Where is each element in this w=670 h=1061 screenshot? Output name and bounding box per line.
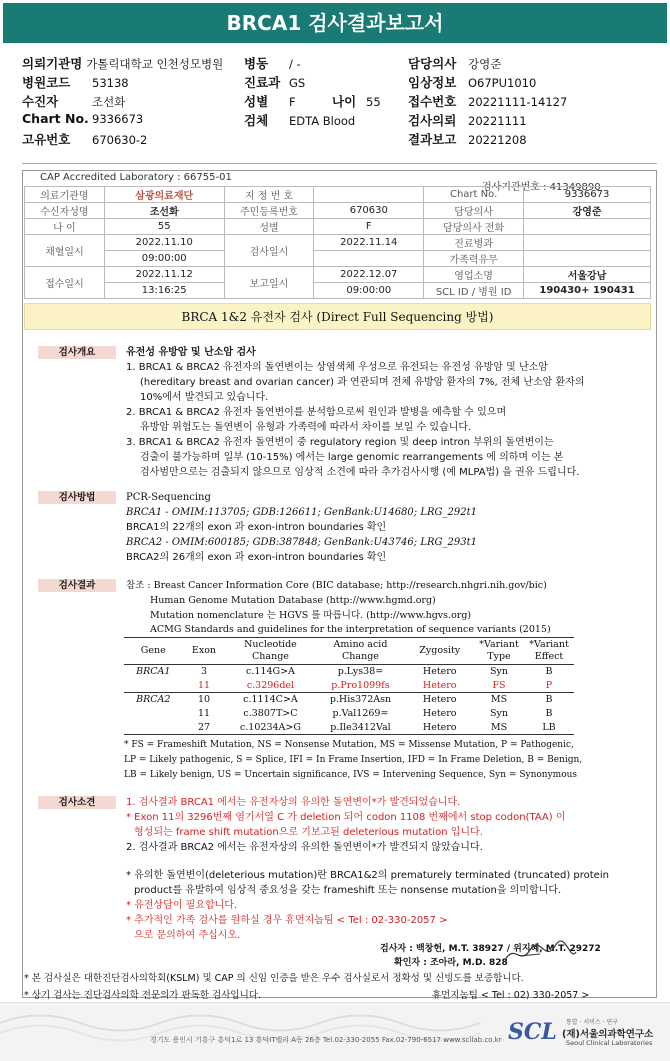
- legend-line: LB = Likely benign, US = Uncertain significance, IVS = Intervening Sequence, Syn = Synonymous: [124, 770, 578, 780]
- header-department: 진료과 GS: [244, 75, 306, 90]
- finding-line: * Exon 11의 3296번째 염기서열 C 가 deletion 되어 codon 1108 번째에서 stop codon(TAA) 이: [126, 812, 566, 823]
- section-label-method: 검사방법: [38, 491, 116, 504]
- column-header: Zygosity: [405, 638, 474, 665]
- variant-table: [124, 637, 574, 735]
- column-header: Exon: [183, 638, 226, 665]
- finding-line: 으로 문의하여 주십시오.: [134, 930, 241, 941]
- legend-line: LP = Likely pathogenic, S = Splice, IFI = In Frame Insertion, IFD = In Frame Deletion, B = Benign,: [124, 755, 583, 765]
- header-hospital-code: 병원코드 53138: [22, 75, 129, 90]
- finding-line: * 유전상담이 필요합니다.: [126, 900, 238, 911]
- table-row: 접수일시 2022.11.12 보고일시 2022.12.07 영업소명 서울강남: [25, 267, 651, 283]
- header-sex: 성별 F: [244, 94, 296, 109]
- table-row: 27 c.10234A>G p.Ile3412Val Hetero MS LB: [124, 721, 574, 735]
- column-header: *Variant Effect: [524, 638, 574, 665]
- overview-line: 3. BRCA1 & BRCA2 유전자 돌연변이 중 regulatory region 및 deep intron 부위의 돌연변이는: [126, 437, 554, 448]
- signer-line: 검사자 : 백창헌, M.T. 38927 / 위지혜, M.T. 29272: [380, 944, 601, 954]
- reading-note: * 상기 검사는 진단검사의학 전문의가 판독한 검사입니다.: [24, 990, 261, 1001]
- header-request-date: 검사의뢰 20221111: [408, 113, 527, 128]
- legend-line: * FS = Frameshift Mutation, NS = Nonsense Mutation, MS = Missense Mutation, P = Pathogenic,: [124, 740, 574, 750]
- reference-line: ACMG Standards and guidelines for the interpretation of sequence variants (2015): [150, 624, 551, 635]
- table-row: 채혈일시 2022.11.10 검사일시 2022.11.14 진료병과: [25, 235, 651, 251]
- overview-title: 유전성 유방암 및 난소암 검사: [126, 347, 256, 358]
- table-row: BRCA2 10 c.1114C>A p.His372Asn Hetero MS B: [136, 694, 553, 706]
- section-label-findings: 검사소견: [38, 796, 116, 809]
- report-title: BRCA1 검사결과보고서: [3, 3, 667, 43]
- header-accession-no: 접수번호 20221111-14127: [408, 94, 568, 109]
- section-label-overview: 검사개요: [38, 346, 116, 359]
- header-report-date: 결과보고 20221208: [408, 132, 527, 147]
- company-name-en: Seoul Clinical Laboratories: [566, 1039, 653, 1047]
- divider: [22, 163, 657, 164]
- overview-line: (hereditary breast and ovarian cancer) 과 연관되며 전체 유방암 환자의 7%, 전체 난소암 환자의: [140, 377, 585, 388]
- finding-line: 형성되는 frame shift mutation으로 기보고된 deleterious mutation 입니다.: [134, 827, 483, 838]
- overview-line: 검사범만으로는 검출되지 않으므로 임상적 소견에 따라 추가검사시행 (예 MLPA법) 을 권유 드립니다.: [140, 467, 580, 478]
- finding-line: * 추가적인 가족 검사를 원하실 경우 휴먼지놈팀 < Tel : 02-330-2057 >: [126, 915, 448, 926]
- table-row: BRCA1 3 c.114G>A p.Lys38= Hetero Syn B: [136, 666, 553, 678]
- company-name: (재)서울의과학연구소: [562, 1029, 654, 1040]
- method-line: BRCA2 - OMIM:600185; GDB:387848; GenBank:U43746; LRG_293t1: [126, 537, 477, 548]
- signer-line: 확인자 : 조아라, M.D. 828: [394, 958, 508, 968]
- header-specimen: 검체 EDTA Blood: [244, 113, 356, 128]
- finding-line: 1. 검사결과 BRCA1 에서는 유전자상의 유의한 돌연변이*가 발견되었습니다.: [126, 797, 461, 808]
- cap-accreditation: CAP Accredited Laboratory : 66755-01: [40, 172, 232, 183]
- signature-icon: [500, 938, 580, 968]
- table-row: 나 이 55 성별 F 담당의사 전화: [25, 219, 651, 235]
- reference-line: 참조 : Breast Cancer Information Core (BIC database; http://research.nhgri.nih.gov/bic): [126, 580, 547, 591]
- section-label-results: 검사결과: [38, 579, 116, 592]
- method-line: BRCA1의 22개의 exon 과 exon-intron boundaries 확인: [126, 522, 387, 533]
- method-line: BRCA1 - OMIM:113705; GDB:126611; GenBank:U14680; LRG_292t1: [126, 507, 477, 518]
- footer-address: 경기도 용인시 기흥구 흥덕1로 13 흥덕IT밸리 A동 26층 Tel.02-330-2055 Fax.02-790-6517 www.scllab.co.kr: [150, 1036, 502, 1044]
- table-row: 11 c.3807T>C p.Val1269= Hetero Syn B: [197, 708, 553, 719]
- reference-line: Mutation nomenclature 는 HGVS 를 따릅니다. (http://www.hgvs.org): [150, 610, 472, 621]
- certification-note: * 본 검사실은 대한진단검사의학회(KSLM) 및 CAP 의 신임 인증을 받은 우수 검사실로서 정확성 및 신빙도를 보증합니다.: [24, 973, 524, 984]
- method-line: PCR-Sequencing: [126, 492, 211, 503]
- table-row: 13:16:25 09:00:00 SCL ID / 병원 ID 190430+ 190431: [25, 283, 651, 299]
- table-row: 수신자성명 조선화 주민등록번호 670630 담당의사 강영준: [25, 203, 651, 219]
- scl-logo: SCL: [508, 1019, 557, 1045]
- finding-line: product를 유발하여 임상적 중요성을 갖는 frameshift 또는 nonsense mutation을 의미합니다.: [134, 885, 562, 896]
- header-clinical-info: 임상정보 O67PU1010: [408, 75, 537, 90]
- column-header: Gene: [124, 638, 183, 665]
- reference-line: Human Genome Mutation Database (http://www.hgmd.org): [150, 595, 436, 606]
- company-tagline: 통합 · 서비스 · 연구: [566, 1019, 619, 1026]
- header-doctor: 담당의사 강영준: [408, 56, 502, 71]
- header-institution: 의뢰기관명 가톨릭대학교 인천성모병원: [22, 56, 224, 71]
- test-org-number: 검사기관번호 : 41349890: [482, 182, 601, 193]
- finding-line: * 유의한 돌연변이(deleterious mutation)란 BRCA1&2의 prematurely terminated (truncated) protein: [126, 870, 609, 881]
- footer-band: [0, 1002, 670, 1061]
- table-row: 의료기관명 삼광의료재단 지 정 번 호 Chart No. 9336673: [25, 187, 651, 203]
- overview-line: 2. BRCA1 & BRCA2 유전자 돌연변이를 분석함으로써 원인과 발병을 예측할 수 있으며: [126, 407, 507, 418]
- header-unique-no: 고유번호 670630-2: [22, 132, 148, 147]
- genome-team-contact: 휴먼지놈팀 < Tel : 02) 330-2057 >: [432, 990, 590, 1001]
- method-line: BRCA2의 26개의 exon 과 exon-intron boundaries 확인: [126, 552, 387, 563]
- overview-line: 유방암 위험도는 돌연변이 유형과 가족력에 따라서 차이를 보일 수 있습니다.: [140, 422, 472, 433]
- table-row-pathogenic: 11 c.3296del p.Pro1099fs Hetero FS P: [124, 679, 574, 693]
- test-banner: BRCA 1&2 유전자 검사 (Direct Full Sequencing 방법): [24, 303, 651, 330]
- table-row: 09:00:00 가족력유무: [25, 251, 651, 267]
- overview-line: 1. BRCA1 & BRCA2 유전자의 돌연변이는 상염색체 우성으로 유전되는 유전성 유방암 및 난소암: [126, 362, 548, 373]
- finding-line: 2. 검사결과 BRCA2 에서는 유전자상의 유의한 돌연변이*가 발견되지 않았습니다.: [126, 842, 483, 853]
- column-header: *Variant Type: [474, 638, 524, 665]
- column-header: Nucleotide Change: [225, 638, 315, 665]
- header-chart-no: Chart No. 9336673: [22, 111, 144, 126]
- header-age: 나이 55: [332, 94, 381, 109]
- header-ward: 병동 / -: [244, 56, 301, 71]
- overview-line: 10%에서 발견되고 있습니다.: [140, 392, 269, 403]
- overview-line: 검출이 불가능하며 일부 (10-15%) 에서는 large genomic rearrangements 에 의하며 이는 본: [140, 452, 564, 463]
- column-header: Amino acid Change: [315, 638, 405, 665]
- patient-info-table: [24, 186, 651, 299]
- header-patient: 수진자 조선화: [22, 94, 126, 109]
